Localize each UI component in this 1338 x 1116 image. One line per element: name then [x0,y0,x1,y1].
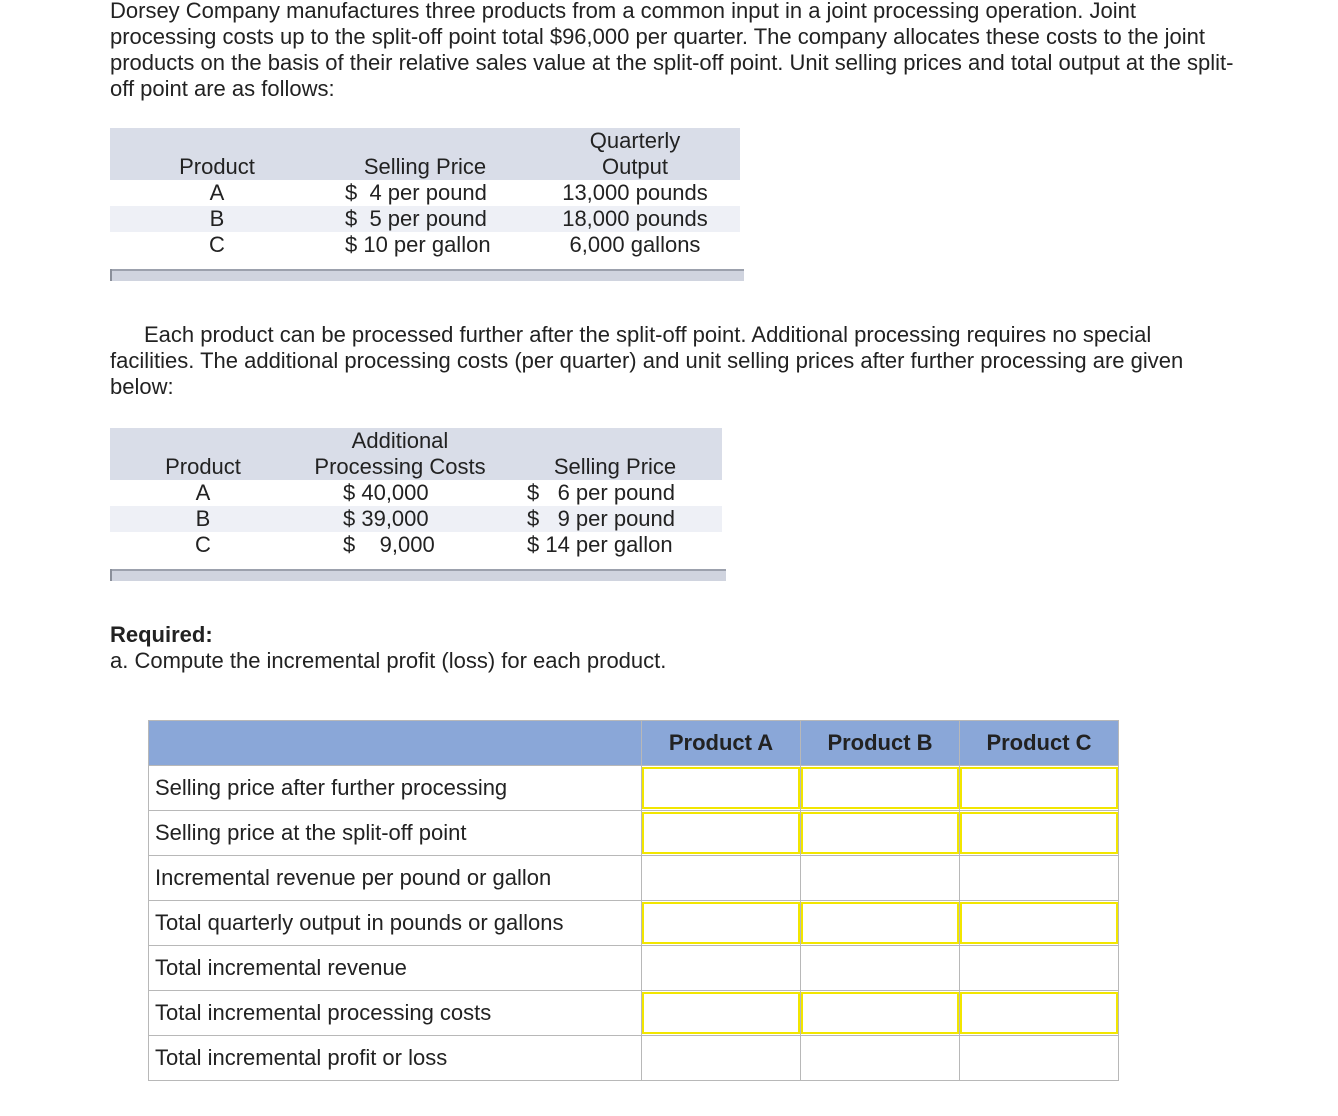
table-row [149,946,1119,991]
row-c-cost: $ 9,000 [343,532,435,557]
header-output-line2: Output [601,154,669,179]
product-c-cell [960,947,1118,989]
header-output-line1: Quarterly [589,128,681,153]
row-b-cost: $ 39,000 [343,506,429,531]
header-product: Product [165,454,241,479]
product-c-input[interactable] [960,812,1118,854]
row-b-price: $ 9 per pound [527,506,676,531]
table-bottom-rule [110,569,726,581]
row-label: Total incremental revenue [149,946,642,991]
row-b-output: 18,000 pounds [562,206,708,231]
row-c-output: 6,000 gallons [569,232,701,257]
product-a-input[interactable] [642,812,800,854]
row-label: Selling price after further processing [149,766,642,811]
row-b-product: B [195,506,211,531]
product-b-cell [801,1037,959,1079]
table-row [149,901,1119,946]
product-a-cell [642,857,800,899]
product-b-input[interactable] [801,992,959,1034]
table-left-tick [110,269,112,281]
product-c-cell [960,1037,1118,1079]
row-label: Incremental revenue per pound or gallon [149,856,642,901]
further-processing-table [110,428,726,584]
answer-table [148,720,1119,1081]
table-row [149,811,1119,856]
row-b-product: B [209,206,225,231]
header-blank [149,721,642,766]
row-a-price: $ 4 per pound [345,180,487,205]
table-row [149,856,1119,901]
product-a-cell [642,947,800,989]
table-row [149,766,1119,811]
row-c-product: C [209,232,225,257]
product-a-cell [642,1037,800,1079]
row-a-output: 13,000 pounds [562,180,708,205]
row-label: Total quarterly output in pounds or gallons [149,901,642,946]
row-c-product: C [195,532,211,557]
product-c-input[interactable] [960,902,1118,944]
header-product-a: Product A [642,721,801,766]
row-b-price: $ 5 per pound [345,206,487,231]
product-b-cell [801,857,959,899]
table-row [149,1036,1119,1081]
required-item-a: a. Compute the incremental profit (loss) for each product. [110,648,667,673]
row-a-cost: $ 40,000 [343,480,429,505]
product-c-cell [960,857,1118,899]
row-c-price: $ 10 per gallon [345,232,491,257]
product-a-input[interactable] [642,902,800,944]
answer-header-row [149,721,1119,766]
intro-paragraph: Dorsey Company manufactures three products from a common input in a joint processing operation. Joint processing costs up to the split-off point total $96,000 per quarter. The company allocates these costs to the joint products on the basis of their relative sales value at the split-off point. Unit selling prices and total output at the split-off point are as follows: [110,0,1234,101]
header-selling-price: Selling Price [553,454,677,479]
header-costs-line2: Processing Costs [314,454,486,479]
row-a-price: $ 6 per pound [527,480,676,505]
product-b-cell [801,947,959,989]
table-left-tick [110,569,112,581]
header-selling-price: Selling Price [363,154,487,179]
row-c-price: $ 14 per gallon [527,532,673,557]
row-label: Total incremental processing costs [149,991,642,1036]
split-off-table [110,128,744,284]
product-a-input[interactable] [642,767,800,809]
header-product-b: Product B [801,721,960,766]
product-b-input[interactable] [801,902,959,944]
table-bottom-rule [110,269,744,281]
header-product: Product [179,154,255,179]
row-label: Total incremental profit or loss [149,1036,642,1081]
row-a-product: A [209,180,225,205]
required-section [110,622,666,674]
header-product-c: Product C [960,721,1119,766]
header-costs-line1: Additional [351,428,449,453]
row-a-product: A [195,480,211,505]
product-c-input[interactable] [960,767,1118,809]
product-b-input[interactable] [801,812,959,854]
table-row [149,991,1119,1036]
further-processing-paragraph: Each product can be processed further after the split-off point. Additional processing requires no special facilities. The additional processing costs (per quarter) and unit selling prices after further processing are given below: [110,322,1184,399]
product-b-input[interactable] [801,767,959,809]
product-a-input[interactable] [642,992,800,1034]
row-label: Selling price at the split-off point [149,811,642,856]
required-title: Required: [110,622,213,647]
product-c-input[interactable] [960,992,1118,1034]
